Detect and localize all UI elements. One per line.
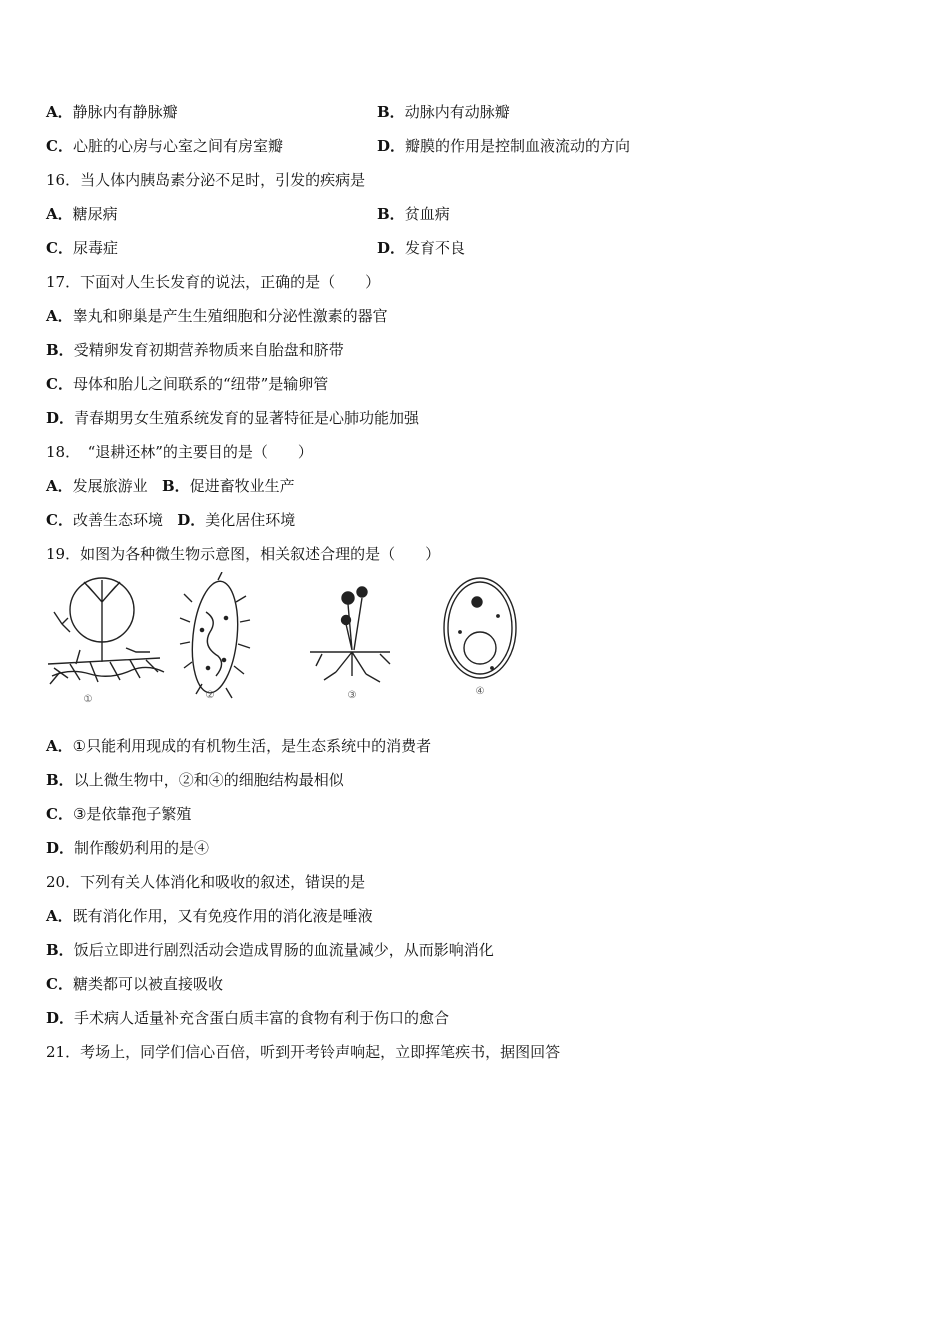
q20-stem: 20．下列有关人体消化和吸收的叙述，错误的是	[46, 873, 366, 891]
q17-stem: 17．下面对人生长发育的说法，正确的是（ ）	[46, 273, 381, 291]
q19-option-b: B．以上微生物中，②和④的细胞结构最相似	[46, 771, 344, 789]
q18-options-cd: C．改善生态环境 D．美化居住环境	[46, 511, 296, 529]
mold-penicillium-drawing	[48, 578, 164, 684]
q16-option-b: B．贫血病	[377, 205, 450, 223]
q16-option-a: A．糖尿病	[46, 205, 118, 223]
q15-option-b: B．动脉内有动脉瓣	[377, 103, 510, 121]
q17-option-c: C．母体和胎儿之间联系的“纽带”是输卵管	[46, 375, 329, 393]
q18-stem: 18． “退耕还林”的主要目的是（ ）	[46, 443, 313, 461]
q15-option-d: D．瓣膜的作用是控制血液流动的方向	[377, 137, 631, 155]
q19-option-d: D．制作酸奶利用的是④	[46, 839, 210, 857]
figure-label-3: ③	[347, 690, 357, 701]
q16-option-d: D．发育不良	[377, 239, 466, 257]
mold-rhizopus-drawing	[310, 587, 390, 682]
q20-option-a: A．既有消化作用，又有免疫作用的消化液是唾液	[46, 907, 373, 925]
yeast-drawing	[444, 578, 516, 678]
q17-option-a: A．睾丸和卵巢是产生生殖细胞和分泌性激素的器官	[46, 307, 388, 325]
q16-stem: 16．当人体内胰岛素分泌不足时，引发的疾病是	[46, 171, 366, 189]
microorganism-drawings	[40, 572, 540, 714]
q20-option-d: D．手术病人适量补充含蛋白质丰富的食物有利于伤口的愈合	[46, 1009, 450, 1027]
q15-option-c: C．心脏的心房与心室之间有房室瓣	[46, 137, 283, 155]
q16-option-c: C．尿毒症	[46, 239, 118, 257]
bacterium-drawing	[180, 572, 250, 698]
q20-option-b: B．饭后立即进行剧烈活动会造成胃肠的血流量减少，从而影响消化	[46, 941, 494, 959]
q21-stem: 21．考场上，同学们信心百倍，听到开考铃声响起，立即挥笔疾书，据图回答	[46, 1043, 561, 1061]
q19-stem: 19．如图为各种微生物示意图，相关叙述合理的是（ ）	[46, 545, 441, 563]
figure-label-2: ②	[205, 690, 215, 701]
microorganism-figure	[40, 572, 540, 714]
q18-options-ab: A．发展旅游业 B．促进畜牧业生产	[46, 477, 295, 495]
q19-option-c: C．③是依靠孢子繁殖	[46, 805, 192, 823]
q19-option-a: A．①只能利用现成的有机物生活，是生态系统中的消费者	[46, 737, 432, 755]
q17-option-b: B．受精卵发育初期营养物质来自胎盘和脐带	[46, 341, 344, 359]
q20-option-c: C．糖类都可以被直接吸收	[46, 975, 223, 993]
q15-option-a: A．静脉内有静脉瓣	[46, 103, 178, 121]
q17-option-d: D．青春期男女生殖系统发育的显著特征是心肺功能加强	[46, 409, 420, 427]
figure-label-4: ④	[475, 686, 485, 697]
figure-label-1: ①	[83, 694, 93, 705]
